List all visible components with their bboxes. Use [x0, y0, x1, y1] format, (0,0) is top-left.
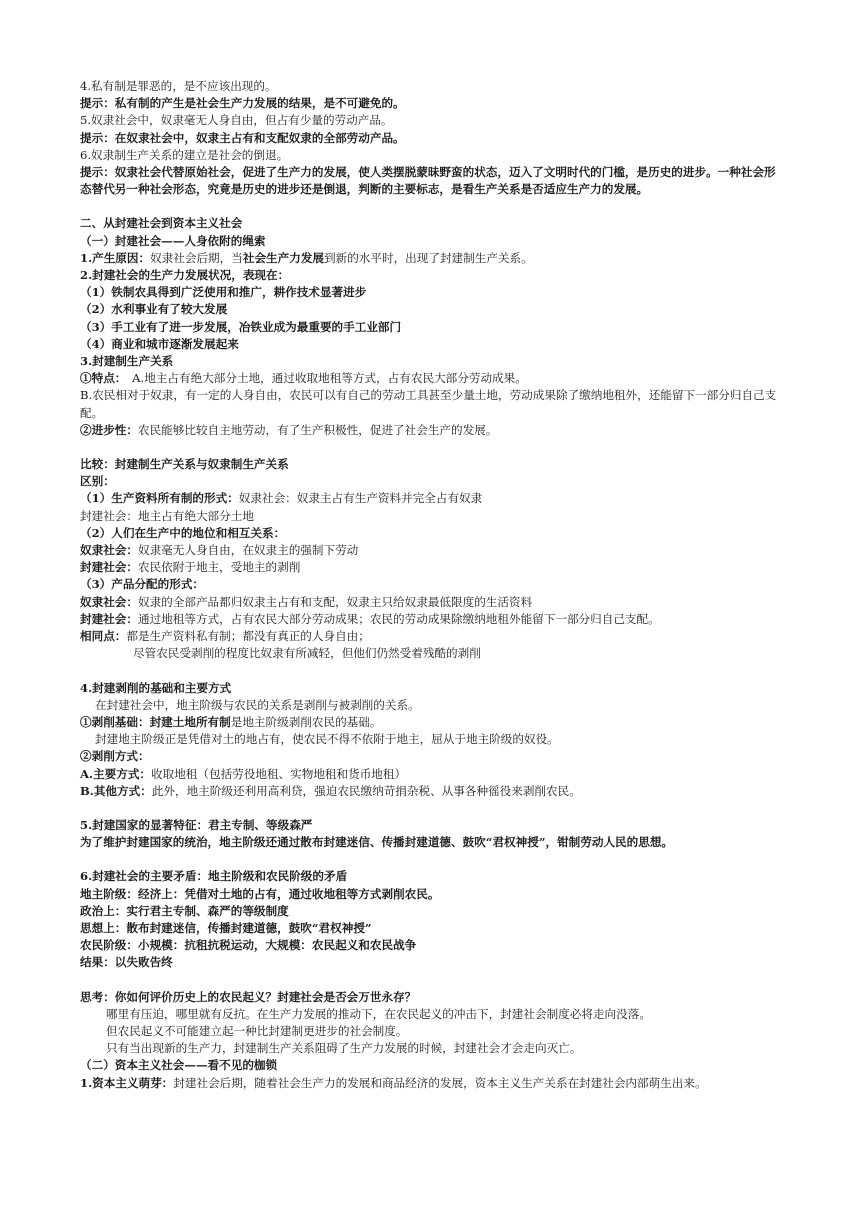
origin-text-a: 奴隶社会后期，当 [150, 250, 243, 265]
question-5: 5.奴隶社会中，奴隶毫无人身自由，但占有少量的劳动产品。 [80, 113, 393, 128]
exploitation-title: 4.封建剥削的基础和主要方式 [80, 680, 232, 695]
state-features-text: 为了维护封建国家的统治，地主阶级还通过散布封建迷信、传播封建道德、鼓吹“君权神授”，钳制劳动人民的思想。 [80, 835, 674, 850]
features-text-a: A.地主占有绝大部分土地，通过收取地租等方式，占有农民大部分劳动成果。 [120, 371, 527, 386]
relations-title: 3.封建制生产关系 [80, 354, 174, 369]
compare-2-feudal-label: 封建社会： [80, 560, 138, 575]
subsection-1-title: （一）封建社会——人身依附的绳索 [80, 233, 266, 248]
progress-label: ②进步性： [80, 422, 138, 437]
capitalism-sprout-line [80, 1075, 780, 1092]
contradiction-title: 6.封建社会的主要矛盾：地主阶级和农民阶级的矛盾 [80, 869, 348, 884]
state-features-title: 5.封建国家的显著特征：君主专制、等级森严 [80, 817, 313, 832]
contradiction-line: 地主阶级：经济上：凭借对土地的占有，通过收地租等方式剥削农民。 [80, 886, 440, 901]
question-4: 4.私有制是罪恶的，是不应该出现的。 [80, 79, 277, 93]
think-answer-1: 哪里有压迫，哪里就有反抗。在生产力发展的推动下，在农民起义的冲击下，封建社会制度必将走向没落。 [106, 1006, 651, 1021]
think-question: 思考：你如何评价历史上的农民起义？封建社会是否会万世永存？ [80, 989, 417, 1004]
compare-3-slave-label: 奴隶社会： [80, 594, 138, 609]
think-answer-3: 只有当出现新的生产力，封建制生产关系阻碍了生产力发展的时候，封建社会才会走向灭亡。 [106, 1041, 582, 1056]
capitalism-sprout-label: 1.资本主义萌芽： [80, 1075, 174, 1090]
hint-6: 提示：奴隶社会代替原始社会，促进了生产力的发展，使人类摆脱蒙昧野蛮的状态，迈入了文明时代的门槛，是历史的进步。一种社会形态替代另一种社会形态，究竟是历史的进步还是倒退，判断的主要标志，是看生产关系是否适应生产力的发展。 [80, 165, 776, 197]
exploitation-main-line [80, 766, 780, 783]
origin-text-c: 到新的水平时，出现了封建制生产关系。 [324, 250, 533, 265]
origin-label: 1.产生原因： [80, 250, 151, 265]
origin-line [80, 250, 780, 267]
compare-2-label: （2）人们在生产中的地位和相互关系： [80, 525, 286, 540]
compare-1-slave: 奴隶社会：奴隶主占有生产资料并完全占有奴隶 [238, 491, 483, 506]
exploitation-main-text: 收取地租（包括劳役地租、实物地租和货币地租） [151, 766, 407, 781]
document-page [80, 78, 780, 1092]
compare-2-slave-text: 奴隶毫无人身自由，在奴隶主的强制下劳动 [137, 543, 359, 558]
features-label: ①特点： [80, 371, 121, 386]
origin-text-b: 社会生产力发展 [242, 250, 325, 265]
same-point-label: 相同点： [80, 629, 127, 644]
exploitation-base-desc: 封建地主阶级正是凭借对土的地占有，使农民不得不依附于地主，屈从于地主阶级的奴役。 [95, 732, 559, 747]
productivity-item: （4）商业和城市逐渐发展起来 [80, 336, 239, 351]
contradiction-result: 结果：以失败告终 [80, 955, 173, 970]
compare-2-feudal-text: 农民依附于地主，受地主的剥削 [137, 560, 301, 575]
compare-3-slave [80, 594, 780, 611]
features-line-a [80, 370, 780, 387]
compare-difference-label: 区别： [80, 474, 115, 489]
exploitation-other-text: 此外，地主阶级还利用高利贷，强迫农民缴纳苛捐杂税、从事各种徭役来剥削农民。 [151, 783, 581, 798]
compare-3-feudal-label: 封建社会： [80, 611, 138, 626]
productivity-item: （2）水利事业有了较大发展 [80, 302, 228, 317]
progress-line [80, 422, 780, 439]
subsection-2-title: （二）资本主义社会——看不见的枷锁 [80, 1058, 278, 1073]
compare-2-feudal [80, 559, 780, 576]
contradiction-line: 思想上：散布封建迷信，传播封建道德，鼓吹“君权神授” [80, 920, 372, 935]
compare-1-feudal: 封建社会：地主占有绝大部分土地 [80, 508, 254, 523]
compare-3-feudal-text: 通过地租等方式，占有农民大部分劳动成果；农民的劳动成果除缴纳地租外能留下一部分归自己支配。 [137, 611, 660, 626]
compare-3-slave-text: 奴隶的全部产品都归奴隶主占有和支配，奴隶主只给奴隶最低限度的生活资料 [137, 594, 533, 609]
contradiction-line: 农民阶级：小规模：抗租抗税运动，大规模：农民起义和农民战争 [80, 938, 417, 953]
compare-2-slave [80, 542, 780, 559]
exploitation-other-line [80, 783, 780, 800]
progress-text: 农民能够比较自主地劳动，有了生产积极性，促进了社会生产的发展。 [137, 422, 498, 437]
exploitation-base-label: ①剥削基础：封建土地所有制 [80, 714, 231, 729]
features-line-b: B.农民相对于奴隶，有一定的人身自由，农民可以有自己的劳动工具甚至少量土地，劳动成果除了缴纳地租外，还能留下一部分归自己支配。 [80, 388, 777, 420]
productivity-item: （3）手工业有了进一步发展，冶铁业成为最重要的手工业部门 [80, 319, 402, 334]
exploitation-intro: 在封建社会中，地主阶级与农民的关系是剥削与被剥削的关系。 [95, 697, 420, 712]
same-point-text-2: 尽管农民受剥削的程度比奴隶有所减轻，但他们仍然受着残酷的剥削 [133, 646, 481, 661]
contradiction-line: 政治上：实行君主专制、森严的等级制度 [80, 903, 289, 918]
exploitation-way-label: ②剥削方式： [80, 749, 150, 764]
section-2-title: 二、从封建社会到资本主义社会 [80, 216, 243, 231]
exploitation-base-text: 是地主阶级剥削农民的基础。 [230, 714, 382, 729]
capitalism-sprout-text: 封建社会后期，随着社会生产力的发展和商品经济的发展，资本主义生产关系在封建社会内部萌生出来。 [173, 1075, 707, 1090]
exploitation-other-label: B.其他方式： [80, 783, 152, 798]
compare-3-feudal [80, 611, 780, 628]
hint-4: 提示：私有制的产生是社会生产力发展的结果，是不可避免的。 [80, 96, 405, 111]
exploitation-main-label: A.主要方式： [80, 766, 152, 781]
compare-2-slave-label: 奴隶社会： [80, 543, 138, 558]
question-6: 6.奴隶制生产关系的建立是社会的倒退。 [80, 147, 289, 162]
productivity-title: 2.封建社会的生产力发展状况，表现在： [80, 268, 290, 283]
compare-3-label: （3）产品分配的形式： [80, 577, 205, 592]
exploitation-base-line [80, 714, 780, 731]
same-point-text-1: 都是生产资料私有制；都没有真正的人身自由； [126, 629, 370, 644]
compare-1-label: （1）生产资料所有制的形式： [80, 491, 239, 506]
same-point-line [80, 628, 780, 645]
compare-1-line [80, 490, 780, 507]
hint-5: 提示：在奴隶社会中，奴隶主占有和支配奴隶的全部劳动产品。 [80, 130, 405, 145]
compare-title: 比较：封建制生产关系与奴隶制生产关系 [80, 457, 289, 472]
productivity-item: （1）铁制农具得到广泛使用和推广，耕作技术显著进步 [80, 285, 367, 300]
think-answer-2: 但农民起义不可能建立起一种比封建制更进步的社会制度。 [106, 1023, 408, 1038]
